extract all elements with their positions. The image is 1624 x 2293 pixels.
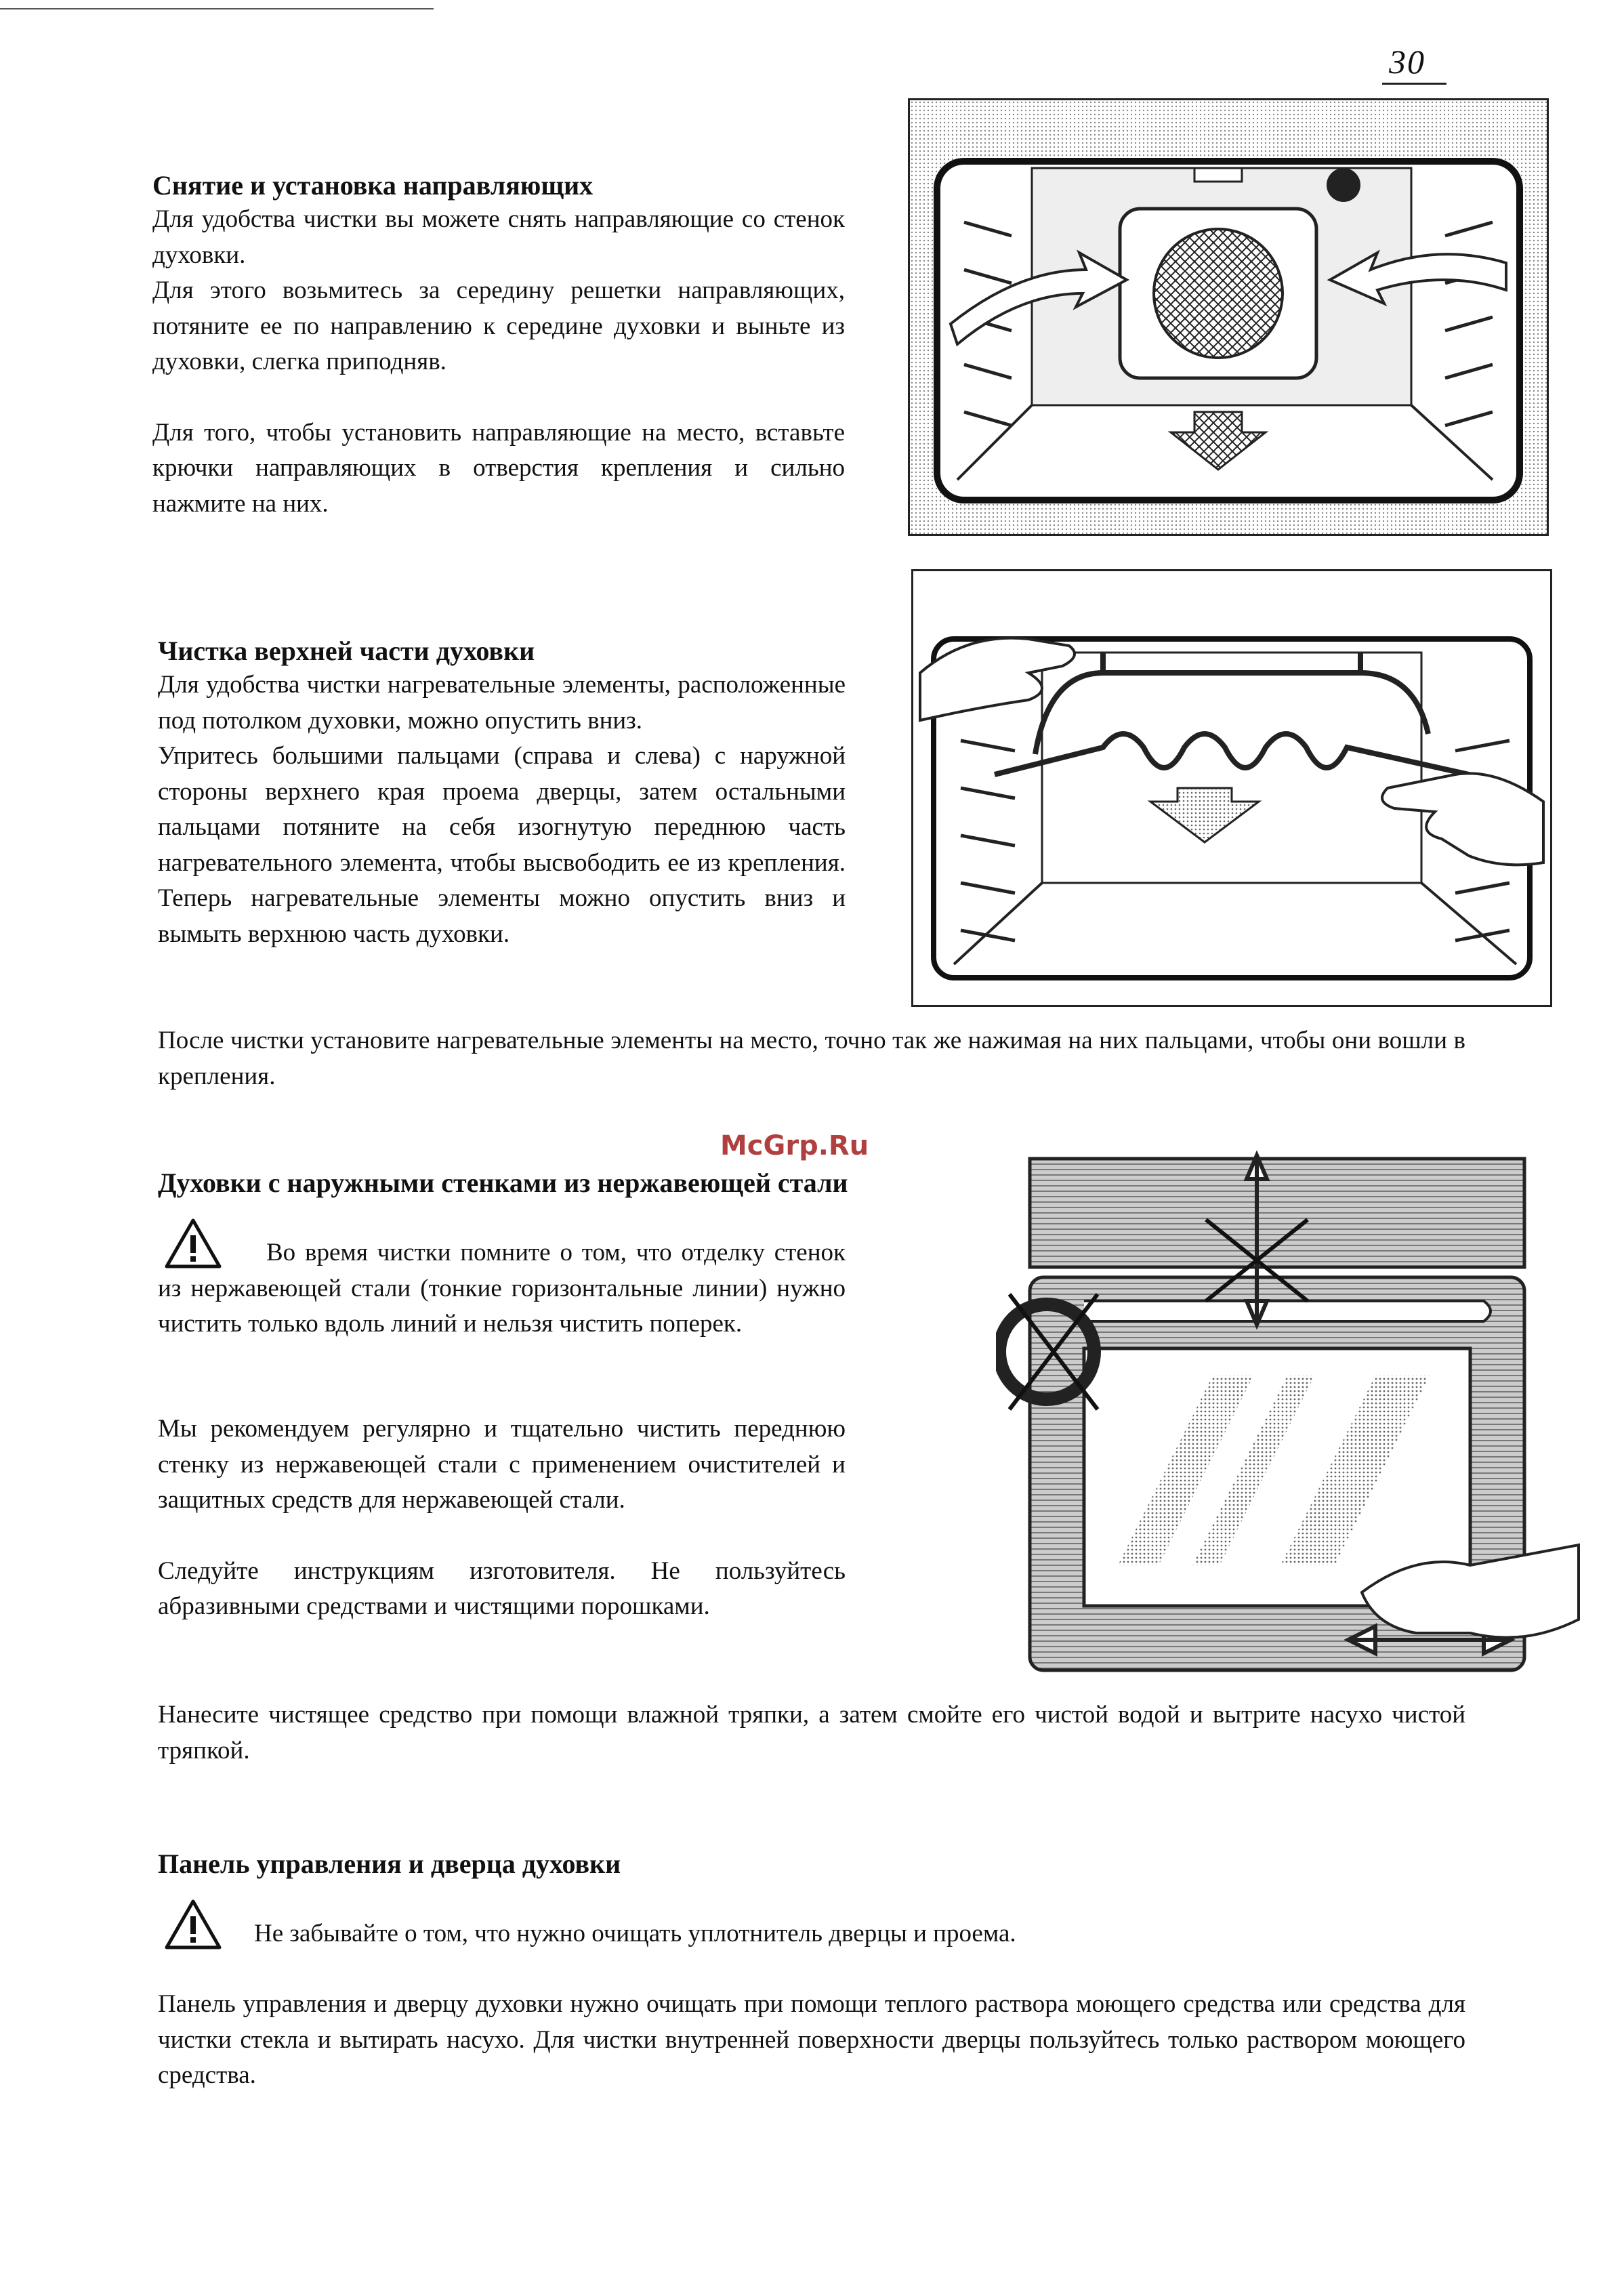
- figure-heating-element: [911, 569, 1552, 1007]
- page-number: 30: [1389, 43, 1425, 81]
- paragraph: Упритесь большими пальцами (справа и слева) с наружной стороны верхнего края проема дверцы, затем остальными пальцами потяните на себя изогнутую переднюю часть нагревательного элемента, чтобы высвободить ее из крепления. Теперь нагревательные элементы можно опустить вниз и вымыть верхнюю часть духовки.: [158, 742, 846, 948]
- panel-body: Панель управления и дверцу духовки нужно очищать при помощи теплого раствора моющего средства или средства для чистки стекла и вытирать насухо. Для чистки внутренней поверхности дверцы пользуйтесь только раствором моющего средства.: [158, 1990, 1465, 2089]
- steel-application: Нанесите чистящее средство при помощи влажной тряпки, а затем смойте его чистой водой и вытрите насухо чистой тряпкой.: [158, 1701, 1465, 1764]
- section-body-top-wide: [158, 1023, 1465, 1094]
- section-body-rails: [152, 202, 845, 522]
- steel-warning-text: Во время чистки помните о том, что отделку стенок из нержавеющей стали (тонкие горизонтальные линии) нужно чистить только вдоль линий и нельзя чистить поперек.: [158, 1239, 846, 1338]
- paragraph: После чистки установите нагревательные элементы на место, точно так же нажимая на них пальцами, чтобы они вошли в крепления.: [158, 1027, 1465, 1090]
- section-title-steel: Духовки с наружными стенками из нержавеющей стали: [158, 1168, 848, 1198]
- paragraph: Следуйте инструкциям изготовителя. Не пользуйтесь абразивными средствами и чистящими порошками.: [158, 1556, 846, 1620]
- oven-rails-illustration: [910, 100, 1547, 534]
- panel-warning-text: Не забывайте о том, что нужно очищать уплотнитель дверцы и проема.: [254, 1920, 1016, 1947]
- section-title-rails: Снятие и установка направляющих: [152, 170, 594, 201]
- paragraph: Для удобства чистки нагревательные элементы, расположенные под потолком духовки, можно опустить вниз.: [158, 671, 846, 735]
- paragraph: Для этого возьмитесь за середину решетки направляющих, потяните ее по направлению к середине духовки и выньте из духовки, слегка приподняв.: [152, 276, 845, 375]
- section-body-top: [158, 667, 846, 952]
- figure-stainless-door: [996, 1145, 1585, 1680]
- paragraph: Для того, чтобы установить направляющие на место, вставьте крючки направляющих в отверстия крепления и сильно нажмите на них.: [152, 418, 845, 518]
- warning-triangle-icon: [163, 1897, 224, 1951]
- page-number-underline: [1382, 83, 1446, 85]
- steel-recommendation: [158, 1411, 846, 1625]
- paragraph: Для удобства чистки вы можете снять направляющие со стенок духовки.: [152, 205, 845, 269]
- heating-element-illustration: [913, 571, 1550, 1005]
- section-title-panel: Панель управления и дверца духовки: [158, 1848, 621, 1879]
- figure-rails-removal: [908, 98, 1549, 536]
- paragraph: Мы рекомендуем регулярно и тщательно чистить переднюю стенку из нержавеющей стали с применением очистителей и защитных средств для нержавеющей стали.: [158, 1415, 846, 1514]
- watermark: McGrp.Ru: [720, 1130, 869, 1161]
- section-title-top: Чистка верхней части духовки: [158, 636, 535, 666]
- header-rule: [0, 8, 434, 9]
- stainless-door-illustration: [996, 1145, 1585, 1680]
